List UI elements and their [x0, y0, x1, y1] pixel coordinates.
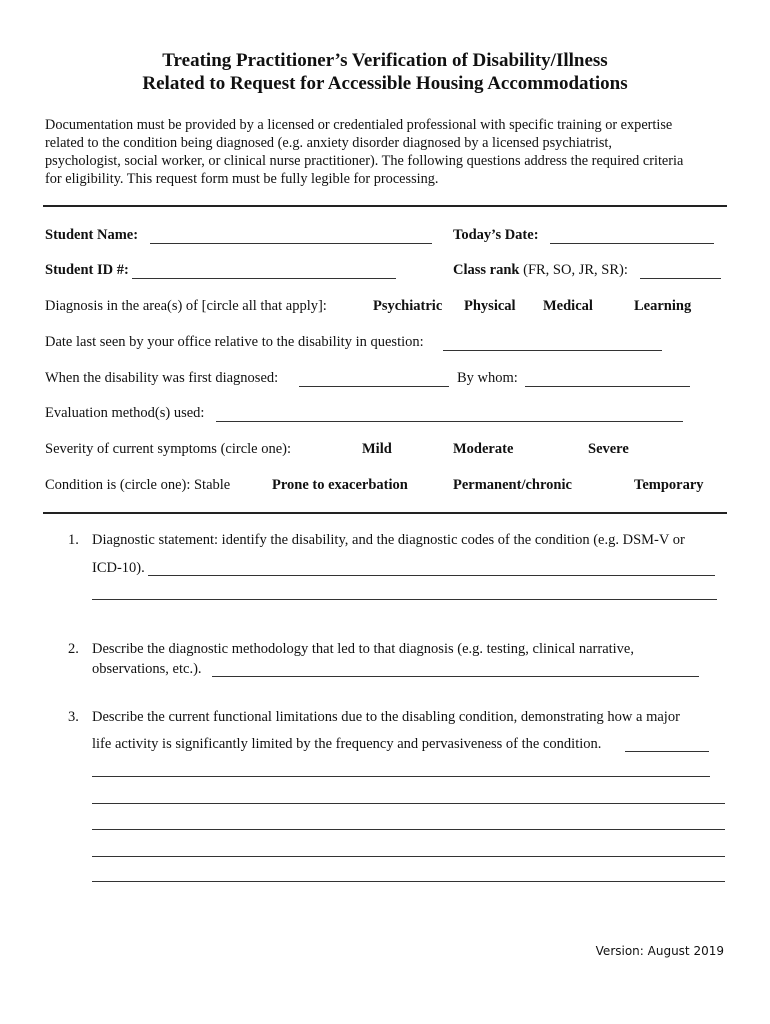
intro-line: related to the condition being diagnosed (e.g. anxiety disorder diagnosed by a licensed psychiatrist,	[45, 135, 612, 151]
diagnosis-option-medical[interactable]: Medical	[543, 298, 593, 314]
question-number: 1.	[68, 532, 79, 548]
question-number: 3.	[68, 709, 79, 725]
class-rank-field[interactable]	[640, 278, 721, 279]
question-3-text-line-1: Describe the current functional limitations due to the disabling condition, demonstrating how a major	[92, 709, 680, 725]
diagnosis-option-physical[interactable]: Physical	[464, 298, 516, 314]
question-3-answer-line[interactable]	[92, 829, 725, 830]
intro-line: for eligibility. This request form must be fully legible for processing.	[45, 171, 439, 187]
by-whom-label: By whom:	[457, 370, 518, 386]
last-seen-field[interactable]	[443, 350, 662, 351]
class-rank-label-group	[453, 262, 628, 279]
page-title-line-1: Treating Practitioner’s Verification of Disability/Illness	[162, 50, 608, 71]
question-3-text-line-2: life activity is significantly limited by the frequency and pervasiveness of the condition.	[92, 736, 602, 752]
intro-line: psychologist, social worker, or clinical nurse practitioner). The following questions address the required criteria	[45, 153, 684, 169]
question-3-answer-line[interactable]	[92, 803, 725, 804]
evaluation-field[interactable]	[216, 421, 683, 422]
question-3-answer-line[interactable]	[92, 776, 710, 777]
class-rank-label: Class rank	[453, 262, 520, 278]
question-1-text-line-2: ICD-10).	[92, 560, 145, 576]
diagnosis-option-psychiatric[interactable]: Psychiatric	[373, 298, 443, 314]
evaluation-label: Evaluation method(s) used:	[45, 405, 205, 421]
class-rank-hint: (FR, SO, JR, SR):	[523, 262, 628, 278]
condition-option-prone-to-exacerbation[interactable]: Prone to exacerbation	[272, 477, 408, 493]
question-2-text-line-1: Describe the diagnostic methodology that led to that diagnosis (e.g. testing, clinical narrative,	[92, 641, 634, 657]
student-name-field[interactable]	[150, 243, 432, 244]
first-diagnosed-field[interactable]	[299, 386, 449, 387]
question-3-answer-line[interactable]	[92, 881, 725, 882]
severity-option-moderate[interactable]: Moderate	[453, 441, 514, 457]
diagnosis-label: Diagnosis in the area(s) of [circle all that apply]:	[45, 298, 327, 314]
todays-date-label: Today’s Date:	[453, 227, 539, 243]
version-label: Version: August 2019	[595, 944, 724, 958]
condition-option-temporary[interactable]: Temporary	[634, 477, 704, 493]
intro-paragraph	[45, 116, 730, 188]
last-seen-label: Date last seen by your office relative to the disability in question:	[45, 334, 424, 350]
first-diagnosed-label: When the disability was first diagnosed:	[45, 370, 279, 386]
intro-line: Documentation must be provided by a licensed or credentialed professional with specific training or expertise	[45, 117, 673, 133]
severity-option-mild[interactable]: Mild	[362, 441, 392, 457]
question-1-answer-line[interactable]	[92, 599, 717, 600]
question-2-answer-line[interactable]	[212, 676, 699, 677]
severity-label: Severity of current symptoms (circle one):	[45, 441, 292, 457]
page-title-line-2: Related to Request for Accessible Housing Accommodations	[142, 73, 628, 94]
section-divider	[43, 512, 727, 514]
todays-date-field[interactable]	[550, 243, 714, 244]
condition-label: Condition is (circle one): Stable	[45, 477, 231, 493]
question-1-text-line-1: Diagnostic statement: identify the disability, and the diagnostic codes of the condition (e.g. DSM-V or	[92, 532, 685, 548]
condition-option-permanent-chronic[interactable]: Permanent/chronic	[453, 477, 572, 493]
student-id-label: Student ID #:	[45, 262, 129, 278]
severity-option-severe[interactable]: Severe	[588, 441, 629, 457]
question-number: 2.	[68, 641, 79, 657]
by-whom-field[interactable]	[525, 386, 690, 387]
question-3-answer-line[interactable]	[92, 856, 725, 857]
question-1-answer-line[interactable]	[148, 575, 715, 576]
student-name-label: Student Name:	[45, 227, 139, 243]
section-divider	[43, 205, 727, 207]
student-id-field[interactable]	[132, 278, 396, 279]
diagnosis-option-learning[interactable]: Learning	[634, 298, 692, 314]
question-3-answer-line[interactable]	[625, 751, 709, 752]
question-2-text-line-2: observations, etc.).	[92, 661, 202, 677]
